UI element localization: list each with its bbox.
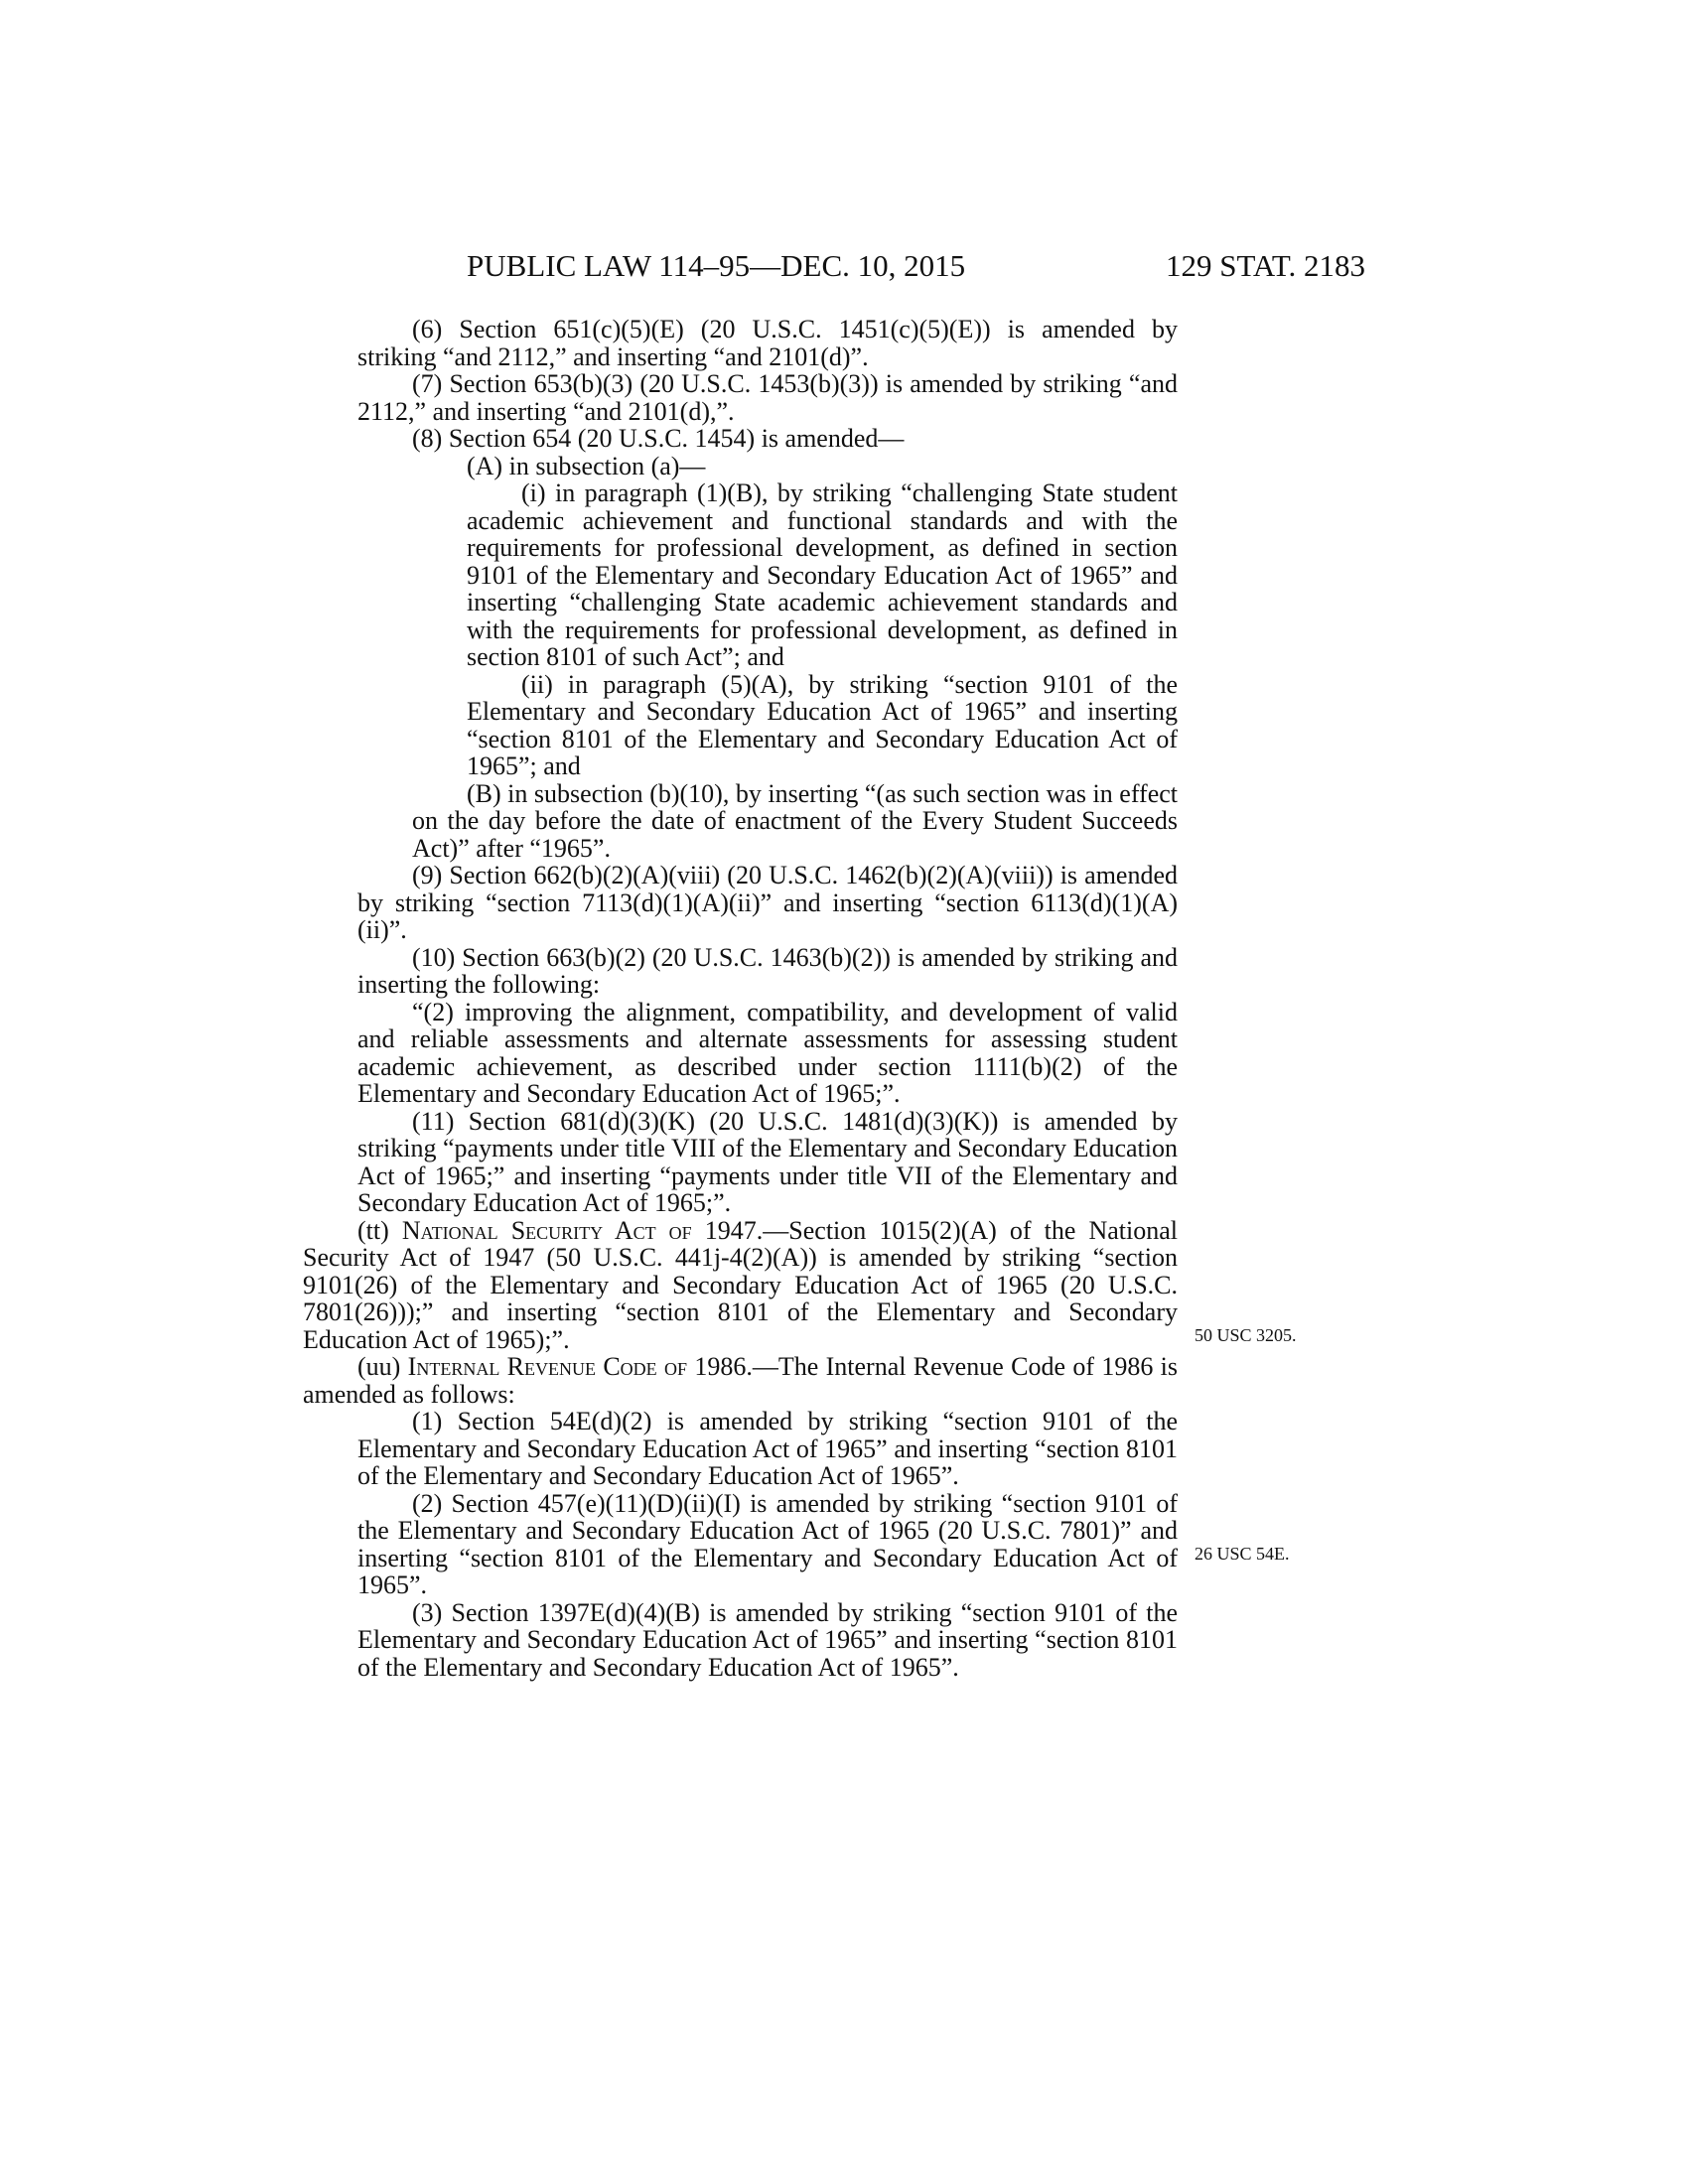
document-body: [303, 316, 1178, 1681]
subsection-tt-label: (tt): [357, 1215, 389, 1245]
paragraph-11: (11) Section 681(d)(3)(K) (20 U.S.C. 1481(d)(3)(K)) is amended by striking “payments under title VIII of the Elementary and Secondary Education Act of 1965;” and inserting “payments under title VII of the Elementary and Secondary Education Act of 1965;”.: [357, 1106, 1178, 1217]
subsection-uu-label: (uu): [357, 1352, 401, 1381]
paragraph-6: (6) Section 651(c)(5)(E) (20 U.S.C. 1451(c)(5)(E)) is amended by striking “and 2112,” and inserting “and 2101(d)”.: [357, 315, 1178, 371]
subsection-uu-text: .—The Internal Revenue Code of 1986 is amended as follows:: [303, 1352, 1179, 1409]
statute-page-number: 129 STAT. 2183: [1165, 248, 1365, 283]
margin-note-usc-tt: 50 USC 3205.: [1195, 1325, 1297, 1345]
paragraph-10-quoted-text: “(2) improving the alignment, compatibility, and development of valid and reliable assessments and alternate assessments for assessing student academic achievement, as described under section 1111(b)(2) of the Elementary and Secondary Education Act of 1965;”.: [357, 997, 1178, 1108]
paragraph-uu-1: (1) Section 54E(d)(2) is amended by striking “section 9101 of the Elementary and Secondary Education Act of 1965” and inserting “section 8101 of the Elementary and Secondary Education Act of 1965”.: [357, 1407, 1178, 1490]
subsection-uu-heading: Internal Revenue Code of 1986: [407, 1352, 747, 1381]
subparagraph-8-b: (B) in subsection (b)(10), by inserting “(as such section was in effect on the day before the date of enactment of the Every Student Succeeds Act)” after “1965”.: [412, 778, 1178, 863]
paragraph-9: (9) Section 662(b)(2)(A)(viii) (20 U.S.C. 1462(b)(2)(A)(viii)) is amended by striking “section 7113(d)(1)(A)(ii)” and inserting “section 6113(d)(1)(A)(ii)”.: [357, 861, 1178, 944]
clause-8-a-i: (i) in paragraph (1)(B), by striking “challenging State student academic achievement and functional standards and with the requirements for professional development, as defined in section 9101 of the Elementary and Secondary Education Act of 1965” and inserting “challenging State academic achievement standards and with the requirements for professional development, as defined in section 8101 of such Act”; and: [467, 478, 1178, 671]
paragraph-uu-3: (3) Section 1397E(d)(4)(B) is amended by striking “section 9101 of the Elementary and Secondary Education Act of 1965” and inserting “section 8101 of the Elementary and Secondary Education Act of 1965”.: [357, 1597, 1178, 1682]
page-header: [467, 246, 1365, 286]
subsection-tt-text: .—Section 1015(2)(A) of the National Security Act of 1947 (50 U.S.C. 441j-4(2)(A)) is amended by striking “section 9101(26) of the Elementary and Secondary Education Act of 1965 (20 U.S.C. 7801(26)));” and inserting “section 8101 of the Elementary and Secondary Education Act of 1965);”.: [303, 1215, 1178, 1354]
paragraph-7: (7) Section 653(b)(3) (20 U.S.C. 1453(b)(3)) is amended by striking “and 2112,” and inserting “and 2101(d),”.: [357, 369, 1178, 426]
paragraph-8: (8) Section 654 (20 U.S.C. 1454) is amended—: [412, 424, 905, 453]
paragraph-10: (10) Section 663(b)(2) (20 U.S.C. 1463(b)(2)) is amended by striking and inserting the following:: [357, 942, 1178, 999]
paragraph-uu-2: (2) Section 457(e)(11)(D)(ii)(I) is amended by striking “section 9101 of the Elementary and Secondary Education Act of 1965 (20 U.S.C. 7801)” and inserting “section 8101 of the Elementary and Secondary Education Act of 1965”.: [357, 1488, 1178, 1599]
subsection-tt: [303, 1217, 1178, 1354]
clause-8-a-ii: (ii) in paragraph (5)(A), by striking “section 9101 of the Elementary and Secondary Education Act of 1965” and inserting “section 8101 of the Elementary and Secondary Education Act of 1965”; and: [467, 669, 1178, 780]
running-head: PUBLIC LAW 114–95—DEC. 10, 2015: [467, 248, 966, 283]
subsection-tt-heading: National Security Act of 1947: [401, 1215, 757, 1245]
subparagraph-8-a: (A) in subsection (a)—: [467, 451, 706, 480]
subsection-uu: [303, 1353, 1178, 1408]
margin-note-usc-uu: 26 USC 54E.: [1195, 1544, 1290, 1564]
